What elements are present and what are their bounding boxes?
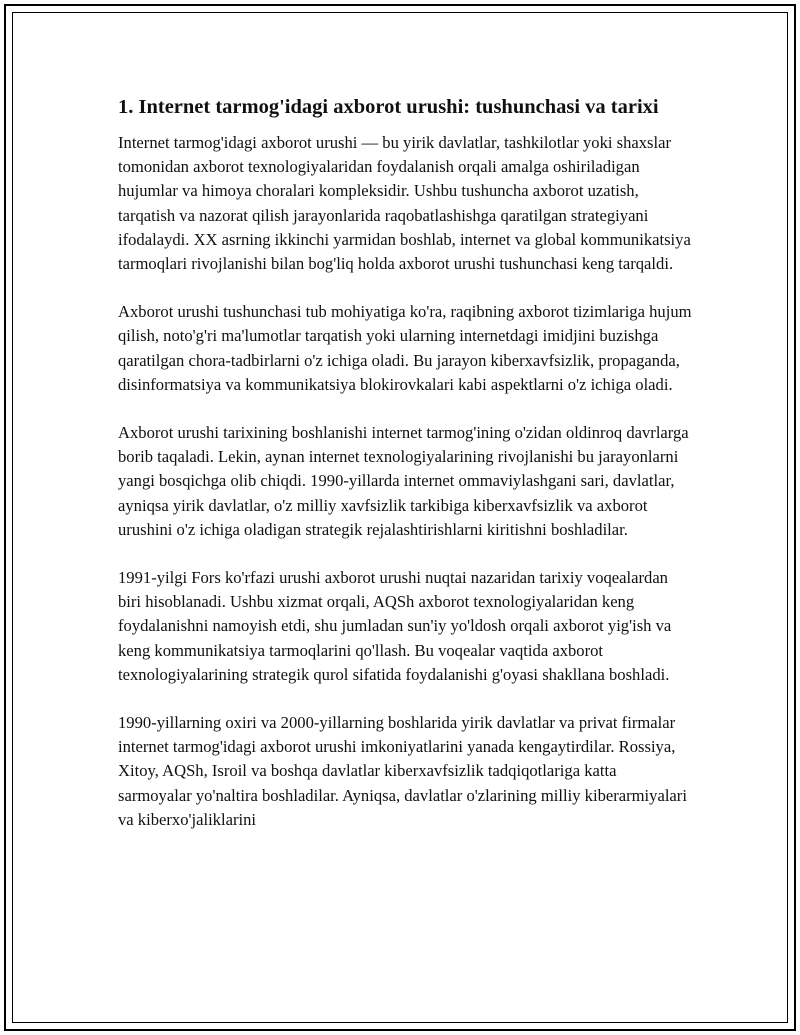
document-body (118, 93, 693, 856)
paragraph-1: Internet tarmog'idagi axborot urushi — bu yirik davlatlar, tashkilotlar yoki shaxslar tomonidan axborot texnologiyalaridan foydalanish orqali amalga oshiriladigan hujumlar va himoya choralari kompleksidir. Ushbu tushuncha axborot uzatish, tarqatish va nazorat qilish jarayonlarida raqobatlashishga qaratilgan strategiyani ifodalaydi. XX asrning ikkinchi yarmidan boshlab, internet va global kommunikatsiya tarmoqlari rivojlanishi bilan bog'liq holda axborot urushi tushunchasi keng tarqaldi. (118, 133, 691, 274)
paragraph-2: Axborot urushi tushunchasi tub mohiyatiga ko'ra, raqibning axborot tizimlariga hujum qilish, noto'g'ri ma'lumotlar tarqatish yoki ularning internetdagi imidjini buzishga qaratilgan chora-tadbirlarni o'z ichiga oladi. Bu jarayon kiberxavfsizlik, propaganda, disinformatsiya va kommunikatsiya blokirovkalari kabi aspektlarni o'z ichiga oladi. (118, 302, 692, 394)
paragraph-5: 1990-yillarning oxiri va 2000-yillarning boshlarida yirik davlatlar va privat firmalar internet tarmog'idagi axborot urushi imkoniyatlarini yanada kengaytirdilar. Rossiya, Xitoy, AQSh, Isroil va boshqa davlatlar kiberxavfsizlik tadqiqotlariga katta sarmoyalar yo'naltira boshladilar. Ayniqsa, davlatlar o'zlarining milliy kiberarmiyalari va kiberxo'jaliklarini (118, 713, 687, 829)
paragraph-3: Axborot urushi tarixining boshlanishi internet tarmog'ining o'zidan oldinroq davrlarga borib taqaladi. Lekin, aynan internet texnologiyalarining rivojlanishi bu jarayonlarni yangi bosqichga olib chiqdi. 1990-yillarda internet ommaviylashgani sari, davlatlar, ayniqsa yirik davlatlar, o'z milliy xavfsizlik tarkibiga kiberxavfsizlik va axborot urushini o'z ichiga oladigan strategik rejalashtirishlarni kiritishni boshladilar. (118, 423, 689, 539)
section-heading: 1. Internet tarmog'idagi axborot urushi: tushunchasi va tarixi (118, 96, 659, 118)
paragraph-4: 1991-yilgi Fors ko'rfazi urushi axborot urushi nuqtai nazaridan tarixiy voqealardan biri hisoblanadi. Ushbu xizmat orqali, AQSh axborot texnologiyalaridan keng foydalanishni namoyish etdi, shu jumladan sun'iy yo'ldosh orqali axborot yig'ish va keng kommunikatsiya tarmoqlarini qo'llash. Bu voqealar vaqtida axborot texnologiyalarining strategik qurol sifatida foydalanishi g'oyasi shakllana boshladi. (118, 568, 672, 684)
